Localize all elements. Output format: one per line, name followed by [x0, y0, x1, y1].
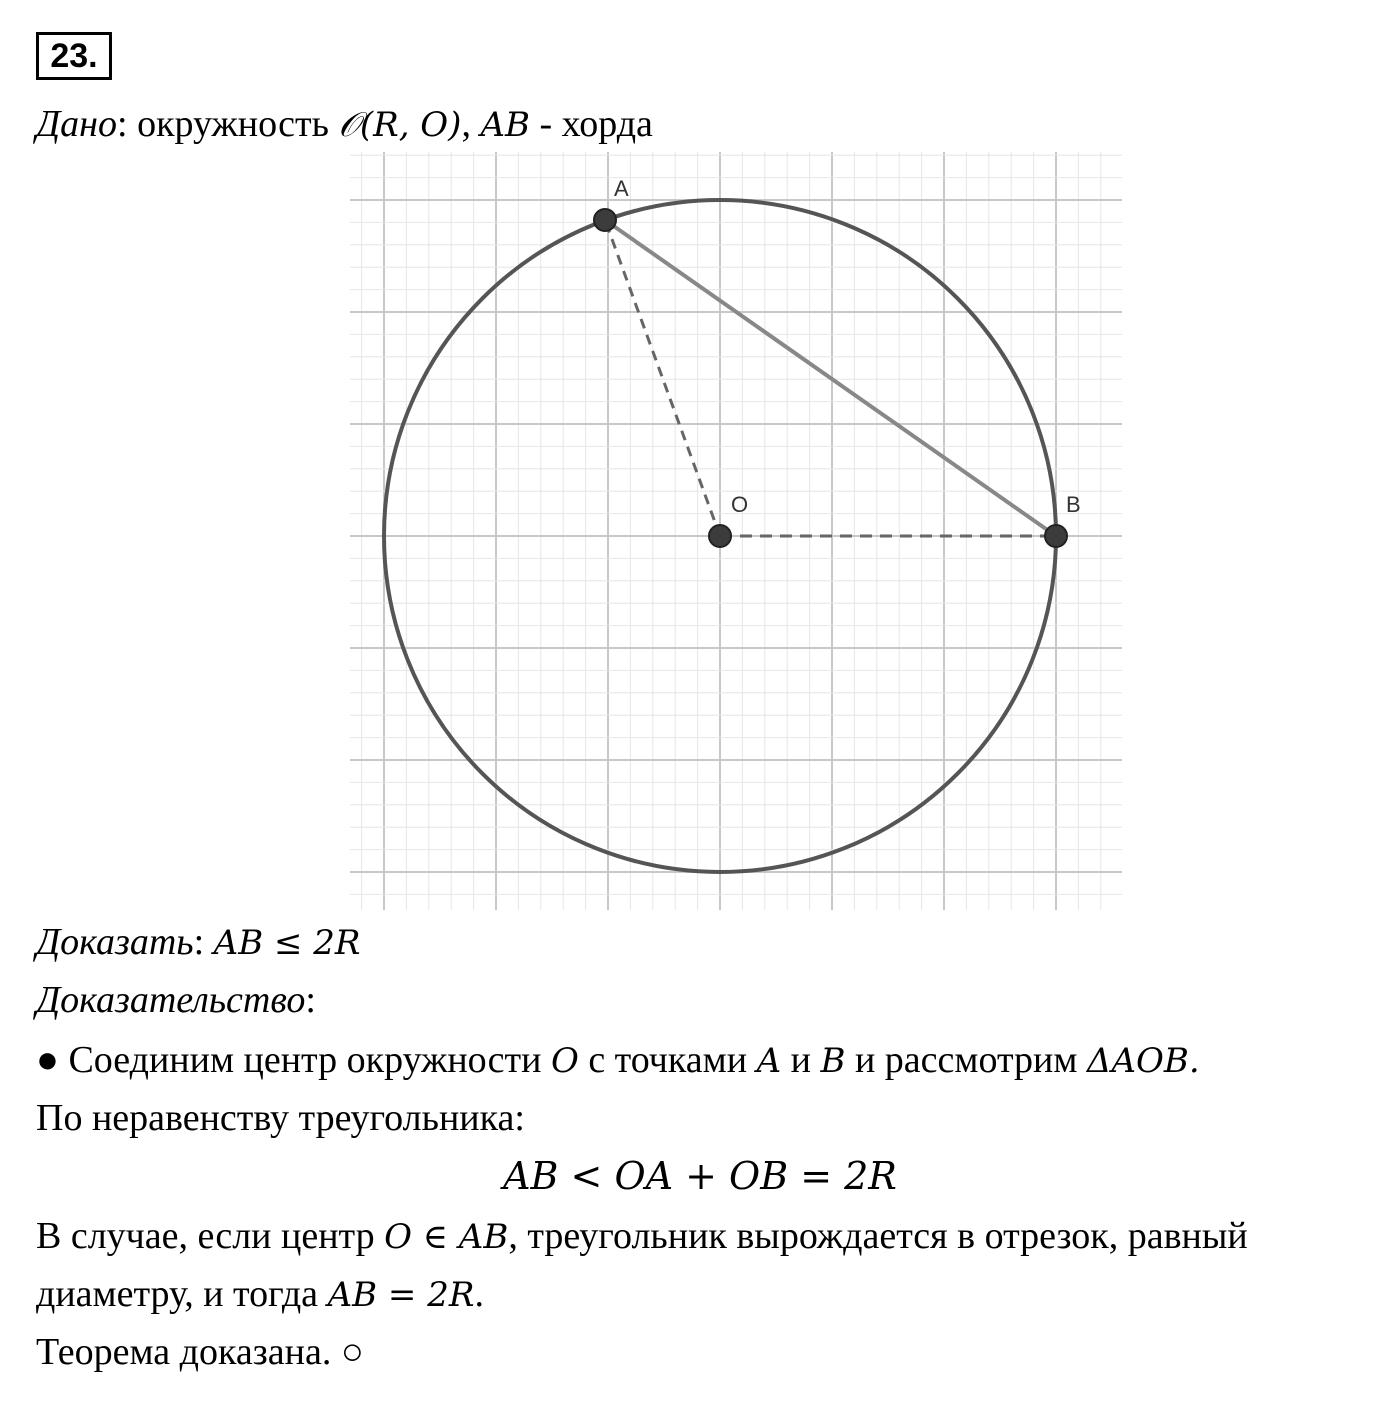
given-label: Дано [36, 103, 118, 145]
case-line-2: диаметру, и тогда AB = 2R. [36, 1273, 484, 1315]
given-line: Дано: окружность 𝒪(R, O), AB - хорда [36, 103, 653, 145]
inequality-formula: AB < OA + OB = 2R [503, 1154, 897, 1198]
chord-name: AB [480, 105, 530, 145]
conclusion: Теорема доказана. ○ [36, 1331, 364, 1373]
problem-number: 23. [36, 32, 112, 80]
proof-heading: Доказательство: [36, 979, 316, 1021]
proof-label: Доказательство [36, 979, 306, 1021]
circle-notation: 𝒪(R, O) [338, 105, 462, 145]
label-A: A [614, 176, 629, 201]
geometry-figure [350, 152, 1122, 910]
point-B [1045, 525, 1067, 547]
inequality-intro: По неравенству треугольника: [36, 1097, 525, 1139]
grid [350, 152, 1122, 910]
label-O: O [731, 492, 749, 517]
proof-bullet-line: ● Соединим центр окружности O с точками A и B и рассмотрим ΔAOB. [36, 1039, 1200, 1081]
prove-label: Доказать [36, 921, 194, 963]
prove-line: Доказать: AB ≤ 2R [36, 921, 361, 963]
point-A [594, 209, 616, 231]
label-B: B [1066, 492, 1081, 517]
prove-statement: AB ≤ 2R [213, 923, 361, 963]
point-O [709, 525, 731, 547]
case-line-1: В случае, если центр O ∈ AB, треугольник вырождается в отрезок, равный [36, 1215, 1248, 1257]
